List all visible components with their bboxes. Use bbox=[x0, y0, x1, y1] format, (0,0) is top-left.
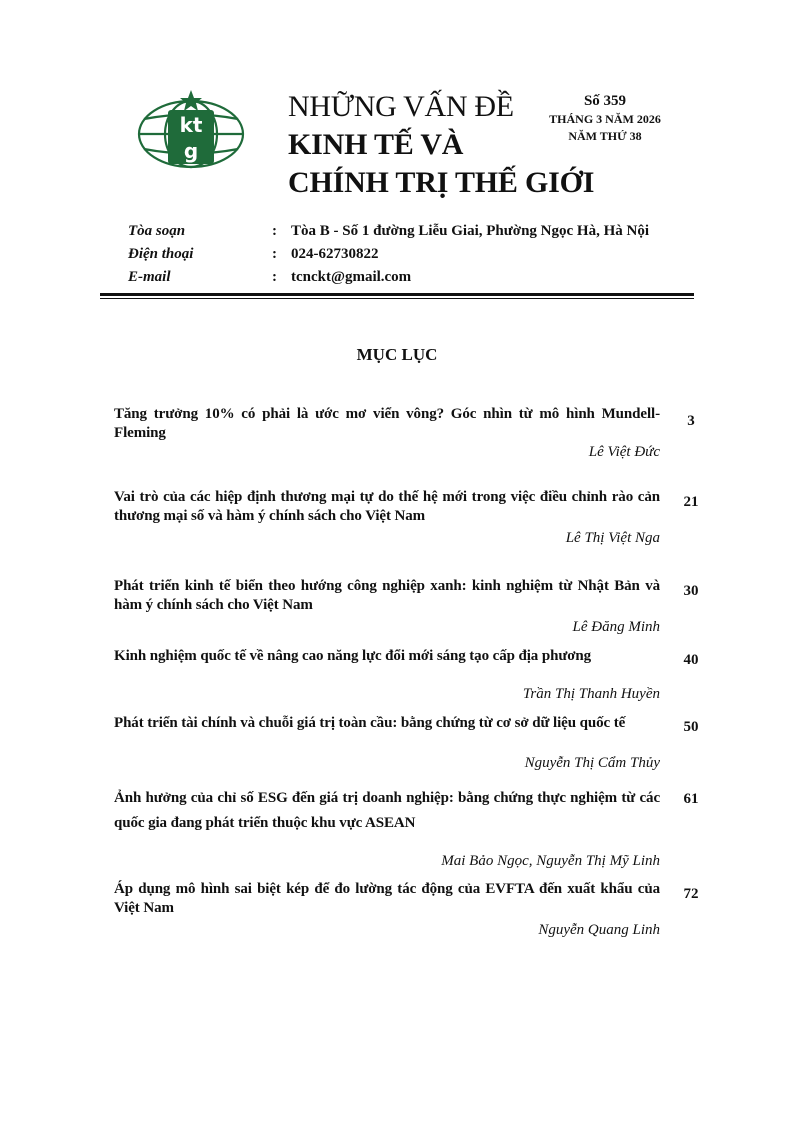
toc-entry-page: 72 bbox=[683, 886, 699, 902]
toc-entry-page: 50 bbox=[683, 719, 699, 735]
contact-row-address bbox=[128, 220, 649, 243]
toc-entry-author: Trần Thị Thanh Huyền bbox=[522, 686, 660, 702]
header-divider-thin bbox=[100, 298, 694, 299]
toc-entry-title: Ảnh hưởng của chỉ số ESG đến giá trị doanh nghiệp: bằng chứng thực nghiệm từ các quốc gia đang phát triển thuộc khu vực ASEAN bbox=[114, 790, 660, 831]
journal-title-line1: NHỮNG VẤN ĐỀ bbox=[288, 90, 514, 123]
toc-entry-page: 30 bbox=[683, 583, 699, 599]
contact-label: Tòa soạn bbox=[128, 223, 186, 239]
toc-entry-author: Lê Đăng Minh bbox=[572, 619, 660, 635]
toc-entry-title: Phát triển kinh tế biển theo hướng công nghiệp xanh: kinh nghiệm từ Nhật Bản và hàm ý chính sách cho Việt Nam bbox=[114, 578, 660, 613]
contact-colon: : bbox=[272, 246, 277, 262]
toc-entry-title: Tăng trưởng 10% có phải là ước mơ viển vông? Góc nhìn từ mô hình Mundell-Fleming bbox=[114, 406, 660, 441]
toc-entry-page: 3 bbox=[687, 413, 695, 429]
journal-title-line3: CHÍNH TRỊ THẾ GIỚI bbox=[288, 166, 595, 199]
toc-entry-page: 61 bbox=[683, 791, 699, 807]
toc-entry-page: 40 bbox=[683, 652, 699, 668]
toc-entry-author: Nguyễn Quang Linh bbox=[538, 922, 660, 938]
contact-row-email bbox=[128, 266, 649, 289]
issue-number: Số 359 bbox=[583, 93, 627, 109]
toc-entry-title: Áp dụng mô hình sai biệt kép để đo lường tác động của EVFTA đến xuất khẩu của Việt Nam bbox=[114, 881, 660, 916]
issue-info bbox=[540, 92, 670, 145]
header-divider-thick bbox=[100, 293, 694, 296]
toc-entry-author: Mai Bảo Ngọc, Nguyễn Thị Mỹ Linh bbox=[441, 853, 660, 869]
contact-value: 024-62730822 bbox=[291, 246, 379, 262]
journal-title-line2: KINH TẾ VÀ bbox=[288, 128, 464, 161]
contact-value: Tòa B - Số 1 đường Liễu Giai, Phường Ngọc Hà, Hà Nội bbox=[291, 223, 649, 239]
logo-lettering-bottom: g bbox=[183, 139, 199, 163]
toc-entry-author: Lê Việt Đức bbox=[588, 444, 660, 460]
journal-logo bbox=[135, 88, 247, 172]
toc-entry-author: Lê Thị Việt Nga bbox=[565, 530, 660, 546]
contact-block bbox=[128, 220, 649, 289]
contact-label: E-mail bbox=[128, 269, 171, 285]
toc-entry-title: Vai trò của các hiệp định thương mại tự do thế hệ mới trong việc điều chỉnh rào cản thương mại số và hàm ý chính sách cho Việt Nam bbox=[114, 489, 660, 524]
contact-value: tcnckt@gmail.com bbox=[291, 269, 412, 285]
globe-logo-icon bbox=[135, 88, 247, 172]
toc-entry-author: Nguyễn Thị Cẩm Thủy bbox=[524, 755, 660, 771]
issue-month: THÁNG 3 NĂM 2026 bbox=[549, 112, 661, 126]
contact-colon: : bbox=[272, 269, 277, 285]
toc-entry-page: 21 bbox=[683, 494, 699, 510]
contact-colon: : bbox=[272, 223, 277, 239]
toc-entry-title: Kinh nghiệm quốc tế về nâng cao năng lực đổi mới sáng tạo cấp địa phương bbox=[114, 648, 592, 664]
logo-lettering: kt bbox=[179, 113, 203, 137]
contact-label: Điện thoại bbox=[128, 246, 194, 262]
issue-year: NĂM THỨ 38 bbox=[568, 129, 642, 143]
toc-title: MỤC LỤC bbox=[356, 345, 438, 364]
contact-row-phone bbox=[128, 243, 649, 266]
toc-entry-title: Phát triển tài chính và chuỗi giá trị toàn cầu: bằng chứng từ cơ sở dữ liệu quốc tế bbox=[114, 715, 626, 731]
